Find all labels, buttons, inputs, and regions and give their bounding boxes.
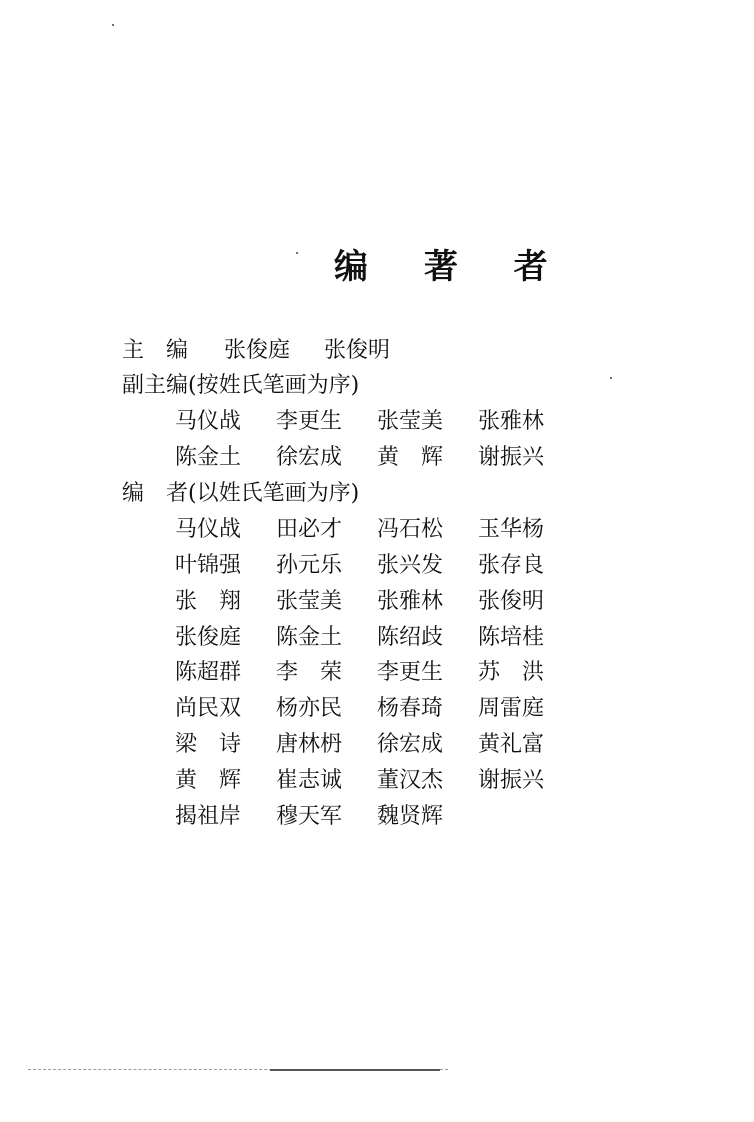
person-name: 周雷庭	[478, 696, 545, 721]
person-name: 唐林枬	[276, 732, 343, 757]
person-name: 孙元乐	[276, 553, 343, 578]
person-name: 黄 辉	[377, 445, 444, 470]
person-name: 马仪战	[175, 517, 242, 542]
deputy-editors-row	[175, 407, 579, 437]
authors-row	[175, 802, 478, 832]
person-name: 陈金土	[276, 625, 343, 650]
authors-row	[175, 730, 579, 760]
person-name: 李 荣	[276, 660, 343, 685]
person-name: 张俊明	[478, 589, 545, 614]
deputy-editors-row	[175, 443, 579, 473]
person-name: 张雅林	[478, 409, 545, 434]
authors-row	[175, 623, 579, 653]
authors-label: 编 者(以姓氏笔画为序)	[122, 481, 360, 506]
person-name: 张莹美	[377, 409, 444, 434]
person-name: 魏贤辉	[377, 804, 444, 829]
person-name: 李更生	[276, 409, 343, 434]
person-name: 苏 洪	[478, 660, 545, 685]
chief-editor-name: 张俊庭	[224, 338, 291, 363]
person-name: 杨春琦	[377, 696, 444, 721]
authors-row	[175, 515, 579, 545]
authors-row	[175, 658, 579, 688]
person-name: 叶锦强	[175, 553, 242, 578]
person-name: 穆天军	[276, 804, 343, 829]
scan-speck	[296, 252, 298, 254]
person-name: 谢振兴	[478, 768, 545, 793]
person-name: 田必才	[276, 517, 343, 542]
authors-row	[175, 766, 579, 796]
person-name: 张存良	[478, 553, 545, 578]
person-name: 张俊庭	[175, 625, 242, 650]
person-name: 张雅林	[377, 589, 444, 614]
deputy-editors-label: 副主编(按姓氏笔画为序)	[122, 373, 360, 398]
chief-editor-name: 张俊明	[324, 338, 391, 363]
person-name: 张莹美	[276, 589, 343, 614]
person-name: 冯石松	[377, 517, 444, 542]
authors-row	[175, 694, 579, 724]
person-name: 董汉杰	[377, 768, 444, 793]
person-name: 崔志诚	[276, 768, 343, 793]
person-name: 徐宏成	[276, 445, 343, 470]
chief-editor-label: 主 编	[122, 338, 189, 363]
person-name: 揭祖岸	[175, 804, 242, 829]
person-name: 尚民双	[175, 696, 242, 721]
person-name: 黄 辉	[175, 768, 242, 793]
person-name: 徐宏成	[377, 732, 444, 757]
person-name: 陈培桂	[478, 625, 545, 650]
page-title: 编 著 者	[334, 247, 570, 287]
person-name: 梁 诗	[175, 732, 242, 757]
person-name: 杨亦民	[276, 696, 343, 721]
person-name: 张兴发	[377, 553, 444, 578]
authors-row	[175, 551, 579, 581]
person-name: 黄礼富	[478, 732, 545, 757]
scan-speck	[112, 24, 114, 26]
person-name: 陈超群	[175, 660, 242, 685]
person-name: 陈绍歧	[377, 625, 444, 650]
person-name: 陈金土	[175, 445, 242, 470]
person-name: 李更生	[377, 660, 444, 685]
person-name: 张 翔	[175, 589, 242, 614]
scan-speck	[610, 377, 612, 379]
person-name: 马仪战	[175, 409, 242, 434]
authors-row	[175, 587, 579, 617]
scan-edge-line	[270, 1069, 440, 1071]
person-name: 谢振兴	[478, 445, 545, 470]
person-name: 玉华杨	[478, 517, 545, 542]
